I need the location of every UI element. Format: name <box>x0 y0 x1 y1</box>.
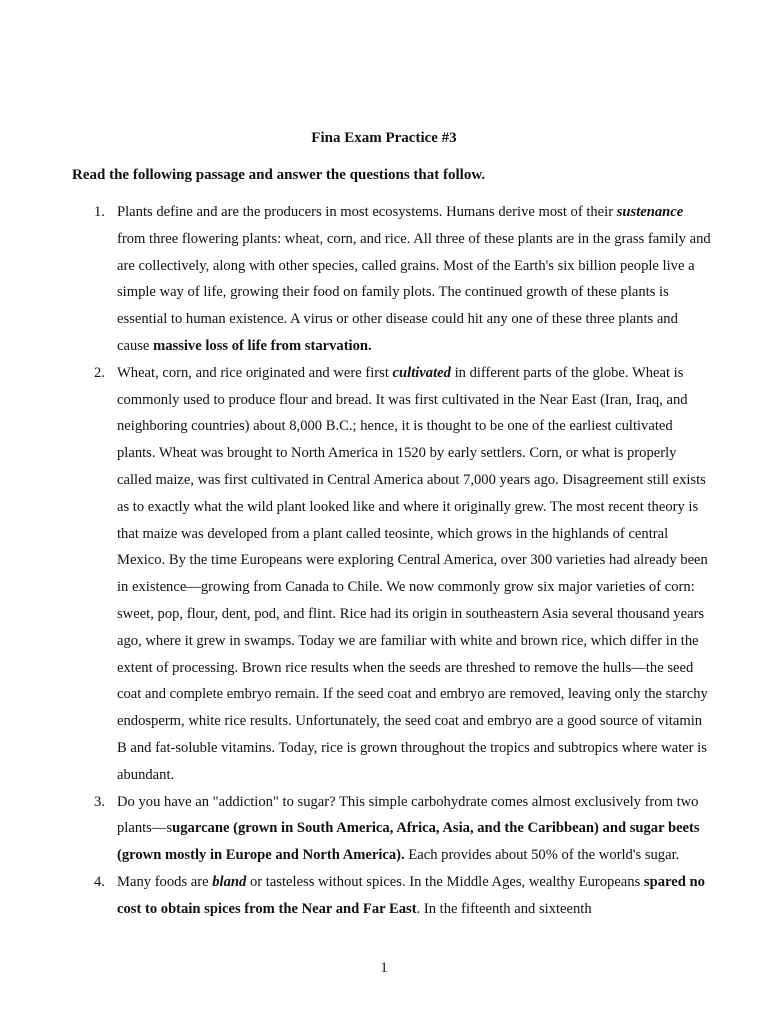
paragraph-text <box>117 199 712 360</box>
list-item <box>72 199 712 360</box>
text-run: Plants define and are the producers in most ecosystems. Humans derive most of their <box>117 204 617 220</box>
text-run: in different parts of the globe. Wheat is commonly used to produce flour and bread. It was first cultivated in the Near East (Iran, Iraq, and neighboring countries) about 8,000 B.C.; hence, it is thought to be one of the earliest cultivated plants. Wheat was brought to North America in 1520 by early settlers. Corn, or what is properly called maize, was first cultivated in Central America about 7,000 years ago. Disagreement still exists as to exactly what the wild plant looked like and where it originally grew. The most recent theory is that maize was developed from a plant called teosinte, which grows in the highlands of central Mexico. By the time Europeans were exploring Central America, over 300 varieties had already been in existence—growing from Canada to Chile. We now commonly grow six major varieties of corn: sweet, pop, flour, dent, pod, and flint. Rice had its origin in southeastern Asia several thousand years ago, where it grew in swamps. Today we are familiar with white and brown rice, which differ in the extent of processing. Brown rice results when the seeds are threshed to remove the hulls—the seed coat and complete embryo remain. If the seed coat and embryo are removed, leaving only the starchy endosperm, white rice results. Unfortunately, the seed coat and embryo are a good source of vitamin B and fat-soluble vitamins. Today, rice is grown throughout the tropics and subtropics where water is abundant. <box>117 364 708 783</box>
text-run: Each provides about 50% of the world's sugar. <box>404 847 680 864</box>
text-run: Do you have an "addiction" to sugar? This simple carbohydrate comes almost exclusively from two plants—s <box>117 793 699 837</box>
list-item <box>72 869 712 923</box>
emphasized-text: bland <box>212 873 247 890</box>
list-item-number: 4. <box>94 873 105 890</box>
text-run: Many foods are <box>117 873 213 890</box>
list-item-number: 2. <box>94 364 105 381</box>
page-number: 1 <box>380 960 388 976</box>
list-item-number: 1. <box>94 204 105 220</box>
paragraph-text <box>117 360 712 789</box>
text-run: Wheat, corn, and rice originated and were first <box>117 364 393 381</box>
emphasized-text: ugarcane (grown in South America, Africa, Asia, and the Caribbean) and sugar beets (grown mostly in Europe and North America). <box>117 820 700 864</box>
instructions: Read the following passage and answer the questions that follow. <box>72 167 486 183</box>
list-item-number: 3. <box>94 793 105 810</box>
emphasized-text: cultivated <box>392 364 451 381</box>
paragraph-text <box>117 869 712 923</box>
page-title: Fina Exam Practice #3 <box>311 130 457 146</box>
text-run: . In the fifteenth and sixteenth <box>416 900 592 917</box>
emphasized-text: sustenance <box>616 204 684 220</box>
list-item <box>72 360 712 789</box>
numbered-list <box>72 199 712 923</box>
text-run: from three flowering plants: wheat, corn, and rice. All three of these plants are in the grass family and are collectively, along with other species, called grains. Most of the Earth's six billion people live a simple way of life, growing their food on family plots. The continued growth of these plants is essential to human existence. A virus or other disease could hit any one of these three plants and cause <box>117 230 711 354</box>
paragraph-text <box>117 789 712 869</box>
text-run: or tasteless without spices. In the Middle Ages, wealthy Europeans <box>246 873 644 890</box>
emphasized-text: massive loss of life from starvation. <box>153 337 372 354</box>
list-item <box>72 789 712 869</box>
emphasized-text: spared no cost to obtain spices from the Near and Far East <box>117 873 705 917</box>
